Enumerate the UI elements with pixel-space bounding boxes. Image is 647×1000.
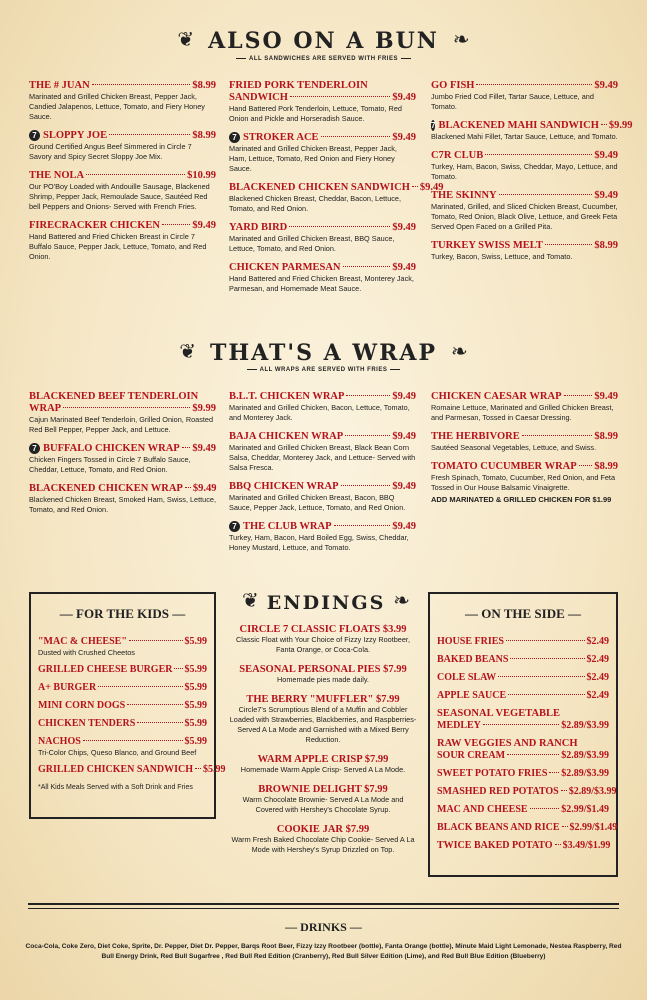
dessert-description: Homemade Warm Apple Crisp- Served A La Mode. bbox=[240, 765, 406, 774]
dessert-item bbox=[229, 694, 417, 745]
item-name: TWICE BAKED POTATO bbox=[437, 840, 553, 851]
dessert-name: WARM APPLE CRISP $7.99 bbox=[257, 754, 389, 765]
item-name-row bbox=[437, 654, 609, 666]
item-name: SANDWICH bbox=[229, 92, 288, 103]
dessert-name: COOKIE JAR $7.99 bbox=[276, 824, 370, 835]
item-name: GO FISH bbox=[431, 80, 475, 91]
leader-dots bbox=[174, 668, 182, 669]
dessert-name: THE BERRY "MUFFLER" $7.99 bbox=[246, 694, 400, 705]
item-price: $9.49 bbox=[192, 443, 216, 454]
wrap-column-3 bbox=[431, 391, 618, 504]
item-name-row bbox=[437, 636, 609, 648]
side-title: — ON THE SIDE — bbox=[464, 606, 582, 621]
item-price: $8.99 bbox=[192, 80, 216, 91]
item-price: $9.49 bbox=[594, 150, 618, 161]
item-name: CHICKEN PARMESAN bbox=[229, 262, 341, 273]
item-name: BBQ CHICKEN WRAP bbox=[229, 481, 339, 492]
leader-dots bbox=[63, 407, 190, 408]
item-description: Turkey, Ham, Bacon, Swiss, Cheddar, Mayo, Lettuce, and Tomato. bbox=[431, 162, 618, 181]
item-name-row bbox=[431, 150, 618, 162]
circle-7-badge-icon: 7 bbox=[229, 132, 240, 143]
item-name: TOMATO CUCUMBER WRAP bbox=[431, 461, 577, 472]
item-name: CHICKEN TENDERS bbox=[38, 718, 136, 729]
item-name-row bbox=[38, 718, 207, 730]
item-name: BLACKENED CHICKEN WRAP bbox=[29, 483, 183, 494]
menu-item bbox=[437, 654, 609, 666]
leader-dots bbox=[545, 244, 593, 245]
item-name-row bbox=[38, 700, 207, 712]
item-price: $9.49 bbox=[594, 391, 618, 402]
item-name: THE NOLA bbox=[29, 170, 85, 181]
item-name: GRILLED CHEESE BURGER bbox=[38, 664, 173, 675]
item-price: $8.99 bbox=[594, 431, 618, 442]
menu-item bbox=[437, 636, 609, 648]
menu-item bbox=[229, 132, 416, 174]
item-name-row bbox=[229, 262, 416, 274]
leader-dots bbox=[321, 136, 391, 137]
dessert-name: CIRCLE 7 CLASSIC FLOATS $3.99 bbox=[239, 624, 407, 635]
dessert-item bbox=[229, 664, 417, 685]
item-name-row bbox=[431, 80, 618, 92]
item-name: TURKEY SWISS MELT bbox=[431, 240, 543, 251]
item-description: Marinated and Grilled Chicken Breast, BBQ Sauce, Lettuce, Tomato, and Red Onion. bbox=[229, 234, 395, 253]
item-name: THE CLUB WRAP bbox=[243, 521, 332, 532]
flourish-right-icon: ❧ bbox=[451, 341, 468, 363]
item-name: HOUSE FRIES bbox=[437, 636, 504, 647]
leader-dots bbox=[561, 790, 567, 791]
dessert-item bbox=[229, 624, 417, 655]
item-description: Marinated and Grilled Chicken, Bacon, Lettuce, Tomato, and Monterey Jack. bbox=[229, 403, 410, 422]
item-name-row bbox=[437, 690, 609, 702]
item-description: Our PO'Boy Loaded with Andouille Sausage, Blackened Shrimp, Pepper Jack, Remoulade Sauce, Sautéed Red bell Peppers and Onions- Served with French Fries. bbox=[29, 182, 210, 211]
item-name: THE HERBIVORE bbox=[431, 431, 520, 442]
item-price: $2.89/$3.99 bbox=[568, 786, 617, 797]
wrap-column-2 bbox=[229, 391, 416, 561]
leader-dots bbox=[343, 266, 391, 267]
leader-dots bbox=[195, 768, 201, 769]
divider-top bbox=[28, 903, 619, 905]
item-name-row bbox=[29, 483, 216, 495]
item-name-row bbox=[29, 130, 216, 142]
item-price: $5.99 bbox=[184, 718, 207, 729]
item-price: $5.99 bbox=[184, 636, 207, 647]
circle-7-badge-icon: 7 bbox=[29, 443, 40, 454]
leader-dots bbox=[341, 485, 391, 486]
item-description: Fresh Spinach, Tomato, Cucumber, Red Onion, and Feta Tossed in Our House Balsamic Vinaigrette. bbox=[431, 473, 616, 492]
item-name-row bbox=[29, 403, 216, 415]
menu-item bbox=[437, 804, 609, 816]
item-price: $9.49 bbox=[594, 190, 618, 201]
bun-column-1 bbox=[29, 80, 216, 270]
leader-dots bbox=[564, 395, 593, 396]
menu-item bbox=[431, 461, 618, 493]
item-name-row bbox=[29, 80, 216, 92]
item-description: Ground Certified Angus Beef Simmered in Circle 7 Savory and Spicy Secret Sloppy Joe Mix. bbox=[29, 142, 192, 161]
item-name-row bbox=[431, 391, 618, 403]
leader-dots bbox=[129, 640, 183, 641]
item-description: Romaine Lettuce, Marinated and Grilled Chicken Breast, and Parmesan, Tossed in Caesar Dressing. bbox=[431, 403, 614, 422]
item-name-row bbox=[38, 682, 207, 694]
item-description: Blackened Mahi Fillet, Tartar Sauce, Lettuce, and Tomato. bbox=[431, 132, 618, 141]
dessert-name: BROWNIE DELIGHT $7.99 bbox=[258, 784, 388, 795]
item-name: YARD BIRD bbox=[229, 222, 288, 233]
leader-dots bbox=[498, 676, 584, 677]
item-name-row bbox=[431, 431, 618, 443]
menu-item bbox=[431, 120, 633, 142]
item-description: Marinated, Grilled, and Sliced Chicken Breast, Cucumber, Tomato, Red Onion, Black Olive, Lettuce, and Greek Feta Served Open Faced on a Grilled Pita. bbox=[431, 202, 618, 231]
item-name: GRILLED CHICKEN SANDWICH bbox=[38, 764, 194, 775]
item-price: $9.49 bbox=[392, 431, 416, 442]
item-description: Sautéed Seasonal Vegetables, Lettuce, and Swiss. bbox=[431, 443, 597, 452]
circle-7-badge-icon: 7 bbox=[229, 521, 240, 532]
menu-item bbox=[229, 80, 416, 124]
item-price: $10.99 bbox=[187, 170, 216, 181]
dessert-item bbox=[229, 754, 417, 775]
item-name: BUFFALO CHICKEN WRAP bbox=[43, 443, 180, 454]
item-name: STROKER ACE bbox=[243, 132, 319, 143]
item-name-line1: FRIED PORK TENDERLOIN bbox=[229, 80, 368, 91]
item-name-row bbox=[229, 431, 416, 443]
menu-item bbox=[431, 80, 618, 112]
menu-item bbox=[38, 736, 207, 758]
kids-box bbox=[29, 592, 226, 819]
item-description: Tri-Color Chips, Queso Blanco, and Ground Beef bbox=[38, 748, 197, 757]
dessert-item bbox=[229, 824, 417, 855]
item-price: $3.49/$1.99 bbox=[562, 840, 611, 851]
item-price: $2.49 bbox=[586, 636, 609, 647]
item-name-row bbox=[437, 840, 609, 852]
menu-item bbox=[437, 690, 609, 702]
item-description: Dusted with Crushed Cheetos bbox=[38, 648, 135, 657]
drinks-list: Coca-Cola, Coke Zero, Diet Coke, Sprite, Dr. Pepper, Diet Dr. Pepper, Barqs Root Beer, Fizzy Izzy Rootbeer (bottle), Fanta Orange (bottle), Minute Maid Light Lemonade, Nestea Raspberry, Red Bull Energy Drink, Red Bull Sugarfree , Red Bull Red Edition (Cranberry), Red Bull Silver Edition (Lime), and Red Bull Blue Edition (Blueberry) bbox=[25, 943, 622, 960]
item-price: $9.49 bbox=[594, 80, 618, 91]
item-price: $2.89/$3.99 bbox=[561, 768, 609, 779]
leader-dots bbox=[290, 96, 390, 97]
item-price: $8.99 bbox=[594, 461, 618, 472]
leader-dots bbox=[289, 226, 390, 227]
leader-dots bbox=[506, 640, 585, 641]
item-price: $9.49 bbox=[192, 483, 217, 494]
divider-top-thin bbox=[28, 908, 619, 909]
item-price: $2.49 bbox=[586, 654, 609, 665]
item-price: $2.99/$1.49 bbox=[569, 822, 618, 833]
endings-column bbox=[229, 624, 417, 864]
menu-item bbox=[229, 262, 416, 294]
menu-item bbox=[38, 682, 207, 694]
item-name-row bbox=[437, 750, 609, 762]
item-name-row bbox=[437, 720, 609, 732]
leader-dots bbox=[483, 724, 559, 725]
flourish-left-icon: ❦ bbox=[179, 341, 196, 363]
dessert-description: Warm Chocolate Brownie- Served A La Mode and Covered with Hershey's Chocolate Syrup. bbox=[242, 795, 404, 814]
menu-item bbox=[229, 391, 416, 423]
leader-dots bbox=[346, 395, 390, 396]
circle-7-badge-icon: 7 bbox=[29, 130, 40, 141]
item-price: $9.49 bbox=[392, 481, 416, 492]
item-description: Hand Battered Pork Tenderloin, Lettuce, Tomato, Red Onion and Pickle and Horseradish Sauce. bbox=[229, 104, 402, 123]
leader-dots bbox=[98, 686, 182, 687]
item-price: $5.99 bbox=[184, 700, 207, 711]
bun-column-2 bbox=[229, 80, 444, 302]
item-price: $9.49 bbox=[192, 220, 216, 231]
item-description: Hand Battered and Fried Chicken Breast in Circle 7 Buffalo Sauce, Pepper Jack, Lettuce, Tomato, and Red Onion. bbox=[29, 232, 207, 261]
item-name: B.L.T. CHICKEN WRAP bbox=[229, 391, 345, 402]
item-price: $8.99 bbox=[192, 130, 216, 141]
item-description: Marinated and Grilled Chicken Breast, Bacon, BBQ Sauce, Pepper Jack, Lettuce, Tomato, and Red Onion. bbox=[229, 493, 406, 512]
leader-dots bbox=[579, 465, 593, 466]
menu-item bbox=[29, 130, 216, 162]
item-name: "MAC & CHEESE" bbox=[38, 636, 127, 647]
bun-column-3 bbox=[431, 80, 633, 270]
item-name: WRAP bbox=[29, 403, 62, 414]
item-price: $5.99 bbox=[184, 664, 207, 675]
menu-item bbox=[38, 664, 207, 676]
item-name-row bbox=[431, 461, 618, 473]
item-name: BLACKENED CHICKEN SANDWICH bbox=[229, 182, 410, 193]
leader-dots bbox=[83, 740, 183, 741]
item-name: C7R CLUB bbox=[431, 150, 484, 161]
item-price: $2.99/$1.49 bbox=[561, 804, 609, 815]
leader-dots bbox=[127, 704, 182, 705]
menu-item bbox=[437, 672, 609, 684]
flourish-left-icon: ❦ bbox=[177, 29, 195, 51]
item-price: $9.49 bbox=[392, 521, 416, 532]
menu-item bbox=[437, 822, 618, 834]
item-description: Jumbo Fried Cod Fillet, Tartar Sauce, Lettuce, and Tomato. bbox=[431, 92, 594, 111]
item-description: Blackened Chicken Breast, Cheddar, Bacon, Lettuce, Tomato, and Red Onion. bbox=[229, 194, 401, 213]
item-name: BLACKENED MAHI SANDWICH bbox=[438, 120, 599, 131]
menu-item bbox=[29, 483, 216, 515]
item-name-row bbox=[229, 481, 416, 493]
item-name-row bbox=[431, 240, 618, 252]
menu-item bbox=[38, 700, 207, 712]
item-name-line1: SEASONAL VEGETABLE bbox=[437, 708, 561, 719]
circle-7-badge-icon: 7 bbox=[431, 121, 436, 130]
kids-title: — FOR THE KIDS — bbox=[59, 606, 186, 621]
item-name: MAC AND CHEESE bbox=[437, 804, 528, 815]
dessert-description: Homemade pies made daily. bbox=[277, 675, 369, 684]
item-price: $9.49 bbox=[419, 182, 444, 193]
item-description: Marinated and Grilled Chicken Breast, Pepper Jack, Candied Jalapenos, Lettuce, Tomato, and Fiery Honey Sauce. bbox=[29, 92, 205, 121]
item-price: $9.99 bbox=[192, 403, 216, 414]
menu-item bbox=[38, 764, 226, 776]
menu-item bbox=[431, 391, 618, 423]
item-description: Marinated and Grilled Chicken Breast, Pepper Jack, Ham, Lettuce, Tomato, Red Onion and Fiery Honey Sauce. bbox=[229, 144, 397, 173]
flourish-right-icon: ❧ bbox=[452, 29, 470, 51]
menu-item bbox=[437, 738, 609, 762]
item-price: $9.49 bbox=[392, 391, 416, 402]
item-name-row bbox=[437, 822, 618, 834]
item-name: A+ BURGER bbox=[38, 682, 97, 693]
drinks-title: — DRINKS — bbox=[285, 920, 362, 934]
item-name-row bbox=[437, 804, 609, 816]
leader-dots bbox=[185, 487, 191, 488]
item-price: $5.99 bbox=[203, 764, 226, 775]
leader-dots bbox=[137, 722, 182, 723]
menu-item bbox=[29, 391, 216, 435]
menu-item bbox=[29, 80, 216, 122]
item-price: $9.49 bbox=[392, 92, 416, 103]
flourish-left-icon: ❦ bbox=[242, 590, 259, 612]
item-name-row bbox=[229, 222, 416, 234]
item-name-row bbox=[229, 132, 416, 144]
item-description: Hand Battered and Fried Chicken Breast, Monterey Jack, Parmesan, and Homemade Meat Sauce. bbox=[229, 274, 414, 293]
item-name: BAKED BEANS bbox=[437, 654, 509, 665]
menu-item bbox=[229, 222, 416, 254]
item-name-row bbox=[431, 190, 618, 202]
dessert-description: Warm Fresh Baked Chocolate Chip Cookie- Served A La Mode with Hershey's Syrup Drizzled on Top. bbox=[231, 835, 415, 854]
menu-item bbox=[229, 481, 416, 513]
leader-dots bbox=[162, 224, 190, 225]
kids-note: *All Kids Meals Served with a Soft Drink and Fries bbox=[38, 784, 193, 791]
item-name: NACHOS bbox=[38, 736, 81, 747]
item-name-row bbox=[29, 220, 216, 232]
leader-dots bbox=[412, 186, 418, 187]
menu-item bbox=[437, 708, 609, 732]
menu-item bbox=[229, 182, 444, 214]
leader-dots bbox=[555, 844, 561, 845]
item-name: THE # JUAN bbox=[29, 80, 90, 91]
menu-item bbox=[229, 521, 416, 553]
item-price: $5.99 bbox=[184, 682, 207, 693]
item-name-line1: RAW VEGGIES AND RANCH bbox=[437, 738, 578, 749]
item-price: $2.49 bbox=[586, 672, 609, 683]
item-name: MEDLEY bbox=[437, 720, 481, 731]
item-name: APPLE SAUCE bbox=[437, 690, 507, 701]
leader-dots bbox=[507, 754, 559, 755]
item-price: $2.89/$3.99 bbox=[561, 750, 609, 761]
wrap-column-1 bbox=[29, 391, 216, 523]
item-name: BAJA CHICKEN WRAP bbox=[229, 431, 344, 442]
menu-item bbox=[38, 718, 207, 730]
dessert-description: Circle7's Scrumptious Blend of a Muffin and Cobbler Loaded with Strawberries, Blackberries, and Raspberries- Served A La Mode and Garnished with a Mixed Berry Reduction. bbox=[229, 705, 417, 744]
item-name: SWEET POTATO FRIES bbox=[437, 768, 548, 779]
item-name-row bbox=[29, 443, 216, 455]
bun-section-title: ❦ ALSO ON A BUN ❧ bbox=[177, 28, 470, 54]
menu-item bbox=[431, 150, 618, 182]
flourish-right-icon: ❧ bbox=[393, 590, 411, 612]
menu-item bbox=[431, 431, 618, 453]
item-name: BLACK BEANS AND RICE bbox=[437, 822, 560, 833]
item-name: SLOPPY JOE bbox=[43, 130, 108, 141]
leader-dots bbox=[485, 154, 592, 155]
leader-dots bbox=[562, 826, 568, 827]
leader-dots bbox=[510, 658, 584, 659]
leader-dots bbox=[601, 124, 607, 125]
menu-item bbox=[431, 190, 618, 232]
item-name-row bbox=[437, 672, 609, 684]
wrap-section-title: ❦ THAT'S A WRAP ❧ bbox=[179, 340, 468, 366]
item-price: $5.99 bbox=[184, 736, 207, 747]
leader-dots bbox=[530, 808, 560, 809]
leader-dots bbox=[334, 525, 391, 526]
item-description: Marinated and Grilled Chicken Breast, Black Bean Corn Salsa, Cheddar, Monterey Jack, and Lettuce- Served with Salsa Fresca. bbox=[229, 443, 416, 472]
item-name: COLE SLAW bbox=[437, 672, 497, 683]
side-box bbox=[428, 592, 618, 877]
menu-item bbox=[437, 768, 609, 780]
item-price: $2.49 bbox=[586, 690, 609, 701]
leader-dots bbox=[549, 772, 559, 773]
item-price: $9.99 bbox=[608, 120, 633, 131]
dessert-item bbox=[229, 784, 417, 815]
leader-dots bbox=[182, 447, 191, 448]
item-name: THE SKINNY bbox=[431, 190, 497, 201]
menu-item bbox=[29, 443, 216, 475]
leader-dots bbox=[86, 174, 185, 175]
dessert-description: Classic Float with Your Choice of Fizzy Izzy Rootbeer, Fanta Orange, or Coca-Cola. bbox=[236, 635, 410, 654]
item-price: $9.49 bbox=[392, 222, 416, 233]
item-name-row bbox=[229, 391, 416, 403]
leader-dots bbox=[109, 134, 190, 135]
bun-subtitle: ALL SANDWICHES ARE SERVED WITH FRIES bbox=[0, 56, 647, 62]
item-price: $2.89/$3.99 bbox=[561, 720, 609, 731]
item-name-row bbox=[229, 182, 444, 194]
menu-item bbox=[29, 220, 216, 262]
endings-section-title: ❦ ENDINGS ❧ bbox=[242, 590, 411, 614]
item-name: FIRECRACKER CHICKEN bbox=[29, 220, 160, 231]
item-description: Blackened Chicken Breast, Smoked Ham, Swiss, Lettuce, Tomato, and Red Onion. bbox=[29, 495, 216, 514]
leader-dots bbox=[476, 84, 592, 85]
menu-item bbox=[431, 240, 618, 262]
item-name-row bbox=[431, 120, 633, 132]
wrap-subtitle: ALL WRAPS ARE SERVED WITH FRIES bbox=[0, 367, 647, 373]
menu-item bbox=[229, 431, 416, 473]
dessert-name: SEASONAL PERSONAL PIES $7.99 bbox=[239, 664, 407, 675]
leader-dots bbox=[522, 435, 593, 436]
item-name-row bbox=[38, 636, 207, 648]
item-name-row bbox=[229, 521, 416, 533]
menu-item bbox=[437, 786, 617, 798]
item-name-row bbox=[437, 768, 609, 780]
item-description: Cajun Marinated Beef Tenderloin, Grilled Onion, Roasted Red Bell Pepper, Pepper Jack, and Lettuce. bbox=[29, 415, 214, 434]
item-price: $8.99 bbox=[594, 240, 618, 251]
item-price: $9.49 bbox=[392, 132, 416, 143]
item-name-line1: BLACKENED BEEF TENDERLOIN bbox=[29, 391, 199, 402]
item-name-row bbox=[437, 786, 617, 798]
item-description: Turkey, Bacon, Swiss, Lettuce, and Tomato. bbox=[431, 252, 573, 261]
leader-dots bbox=[499, 194, 593, 195]
item-name-row bbox=[229, 92, 416, 104]
item-description: Turkey, Ham, Bacon, Hard Boiled Egg, Swiss, Cheddar, Honey Mustard, Lettuce, and Tomato. bbox=[229, 533, 409, 552]
leader-dots bbox=[345, 435, 390, 436]
item-name: MINI CORN DOGS bbox=[38, 700, 126, 711]
add-chicken-note: ADD MARINATED & GRILLED CHICKEN FOR $1.99 bbox=[431, 495, 612, 504]
item-name: SOUR CREAM bbox=[437, 750, 506, 761]
item-name-row bbox=[38, 764, 226, 776]
item-price: $9.49 bbox=[392, 262, 416, 273]
item-name-row bbox=[38, 664, 207, 676]
item-description: Chicken Fingers Tossed in Circle 7 Buffalo Sauce, Cheddar, Lettuce, Tomato, and Red Onion. bbox=[29, 455, 191, 474]
menu-item bbox=[29, 170, 216, 212]
menu-item bbox=[437, 840, 609, 852]
item-name-row bbox=[38, 736, 207, 748]
item-name: CHICKEN CAESAR WRAP bbox=[431, 391, 562, 402]
leader-dots bbox=[508, 694, 584, 695]
menu-item bbox=[38, 636, 207, 658]
item-name: SMASHED RED POTATOS bbox=[437, 786, 559, 797]
item-name-row bbox=[29, 170, 216, 182]
leader-dots bbox=[92, 84, 191, 85]
